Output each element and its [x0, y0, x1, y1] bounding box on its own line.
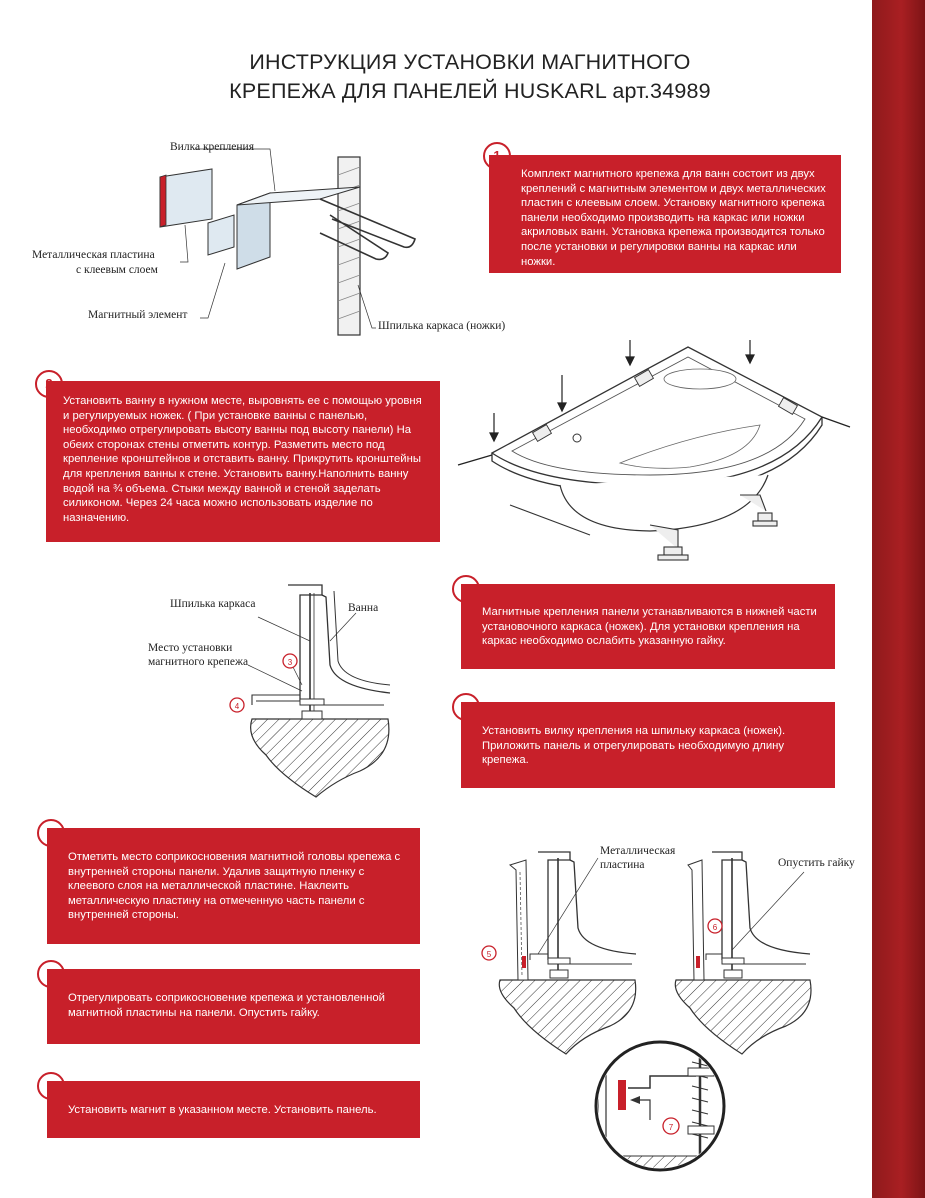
marker-4: 4	[234, 702, 240, 711]
step-7-text: Установить магнит в указанном месте. Установить панель.	[68, 1104, 377, 1116]
step-1-box	[489, 155, 841, 273]
installation-section-diagram	[140, 575, 400, 805]
magnet-label: Магнитный элемент	[88, 309, 188, 321]
stud-label: Шпилька каркаса (ножки)	[378, 320, 506, 332]
marker-6: 6	[712, 923, 718, 932]
plate-label-line2: с клеевым слоем	[76, 264, 158, 276]
marker-5: 5	[486, 950, 492, 959]
step-4-text: Установить вилку крепления на шпильку каркаса (ножек). Приложить панель и отрегулировать необходимую длину крепежа.	[482, 725, 786, 767]
place-label-line2: магнитного крепежа	[148, 656, 249, 668]
plate-mount-label-line2: пластина	[600, 859, 645, 871]
fork-label: Вилка крепления	[170, 141, 254, 153]
step-2-box	[46, 381, 440, 542]
decorative-side-stripe	[872, 0, 925, 1198]
plate-mounting-diagram	[470, 830, 870, 1175]
marker-7: 7	[668, 1123, 674, 1132]
step-5-box	[47, 828, 420, 944]
place-label-line1: Место установки	[148, 642, 233, 654]
step-2-text: Установить ванну в нужном месте, выровнять ее с помощью уровня и регулируемых ножек. ( При установке ванны с панелью, необходимо отрегулировать высоту ванны под высоту панели) На обеих сторонах стены отметить контур. Разметить место под крепление кронштейнов и отставить ванну. Прикрутить кронштейны для крепления ванны к стене. Установить ванну.Наполнить ванну водой на ¾ объема. Стыки между ванной и стеной заделать силиконом. Через 24 часа можно использовать изделие по назначению.	[63, 395, 422, 524]
nut-label: Опустить гайку	[778, 857, 855, 869]
step-3-text: Магнитные крепления панели устанавливаются в нижней части установочного каркаса (ножек). Для установки крепления на каркас необходимо ослабить указанную гайку.	[482, 606, 817, 648]
step-6-text: Отрегулировать соприкосновение крепежа и установленной магнитной пластины на панели. Опустить гайку.	[68, 992, 385, 1019]
step-4-box	[461, 702, 835, 788]
corner-bath-diagram	[450, 335, 870, 575]
marker-3: 3	[287, 658, 293, 667]
plate-mount-label-line1: Металлическая	[600, 845, 676, 857]
stud-section-label: Шпилька каркаса	[170, 598, 256, 610]
title-line-2: КРЕПЕЖА ДЛЯ ПАНЕЛЕЙ HUSKARL арт.34989	[229, 79, 711, 103]
step-1-text: Комплект магнитного крепежа для ванн состоит из двух креплений с магнитным элементом и двух металлических пластин с клеевым слоем. Установку магнитного крепежа панели необходимо производить на каркас или ножки акриловых ванн. Установка крепежа производится только после установки и регулировки ванны на каркас или ножки.	[521, 168, 826, 268]
title-line-1: ИНСТРУКЦИЯ УСТАНОВКИ МАГНИТНОГО	[249, 50, 691, 74]
bath-label: Ванна	[348, 602, 379, 614]
step-5-text: Отметить место соприкосновения магнитной головы крепежа с внутренней стороны панели. Удалив защитную пленку с клеевого слоя на металлической пластине. Наклеить металлическую пластину на отмеченную часть панели с внутренней стороны.	[68, 851, 401, 922]
page-title	[200, 48, 740, 106]
step-7-box	[47, 1081, 420, 1138]
step-6-box	[47, 969, 420, 1044]
plate-label-line1: Металлическая пластина	[32, 249, 155, 261]
step-3-box	[461, 584, 835, 669]
